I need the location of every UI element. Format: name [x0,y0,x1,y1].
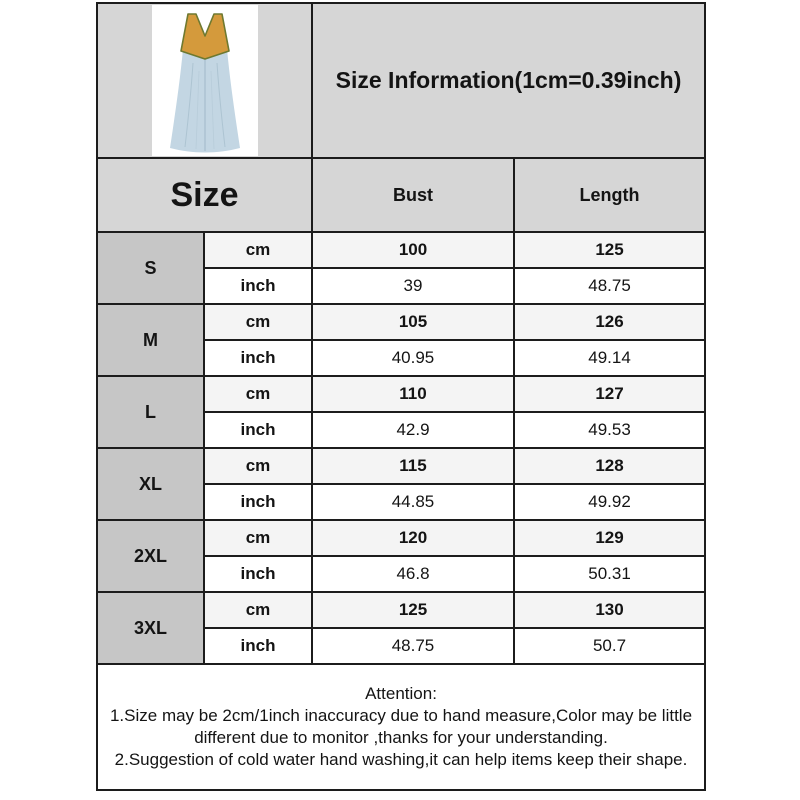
size-cell: M [97,304,204,376]
bust-inch-value: 48.75 [312,628,514,664]
length-inch-value: 50.7 [514,628,705,664]
length-column-header: Length [514,158,705,232]
bust-cm-value: 125 [312,592,514,628]
length-cm-value: 130 [514,592,705,628]
bust-column-header: Bust [312,158,514,232]
table-row [97,448,705,484]
size-cell: L [97,376,204,448]
bust-inch-value: 40.95 [312,340,514,376]
product-image-backdrop [152,5,258,156]
length-inch-value: 48.75 [514,268,705,304]
unit-cell-inch: inch [204,340,312,376]
table-row [97,376,705,412]
table-row [97,304,705,340]
attention-note-1: 1.Size may be 2cm/1inch inaccuracy due to hand measure,Color may be little different due to monitor ,thanks for your understanding. [109,705,693,747]
size-cell: XL [97,448,204,520]
unit-cell-inch: inch [204,484,312,520]
page-title: Size Information(1cm=0.39inch) [312,3,705,158]
bust-cm-value: 105 [312,304,514,340]
size-header: Size [97,158,312,232]
unit-cell-inch: inch [204,412,312,448]
bust-cm-value: 115 [312,448,514,484]
unit-cell-cm: cm [204,520,312,556]
length-cm-value: 126 [514,304,705,340]
length-inch-value: 49.53 [514,412,705,448]
size-information-table [96,2,706,791]
attention-row [97,664,705,790]
length-cm-value: 128 [514,448,705,484]
length-inch-value: 49.14 [514,340,705,376]
length-inch-value: 49.92 [514,484,705,520]
length-cm-value: 127 [514,376,705,412]
table-row [97,232,705,268]
bust-inch-value: 46.8 [312,556,514,592]
bust-cm-value: 120 [312,520,514,556]
attention-block [97,664,705,790]
length-cm-value: 129 [514,520,705,556]
unit-cell-cm: cm [204,304,312,340]
unit-cell-inch: inch [204,556,312,592]
length-cm-value: 125 [514,232,705,268]
table-header-row [97,158,705,232]
unit-cell-cm: cm [204,232,312,268]
bust-cm-value: 110 [312,376,514,412]
unit-cell-cm: cm [204,592,312,628]
bust-cm-value: 100 [312,232,514,268]
attention-note-2: 2.Suggestion of cold water hand washing,it can help items keep their shape. [114,750,688,770]
table-row [97,520,705,556]
image-title-row [97,3,705,158]
attention-heading: Attention: [365,683,437,703]
unit-cell-inch: inch [204,628,312,664]
length-inch-value: 50.31 [514,556,705,592]
size-cell: S [97,232,204,304]
size-cell: 3XL [97,592,204,664]
bust-inch-value: 44.85 [312,484,514,520]
bust-inch-value: 42.9 [312,412,514,448]
unit-cell-cm: cm [204,448,312,484]
product-image-cell [97,3,312,158]
dress-image [155,11,255,156]
bust-inch-value: 39 [312,268,514,304]
unit-cell-cm: cm [204,376,312,412]
size-cell: 2XL [97,520,204,592]
table-row [97,592,705,628]
unit-cell-inch: inch [204,268,312,304]
